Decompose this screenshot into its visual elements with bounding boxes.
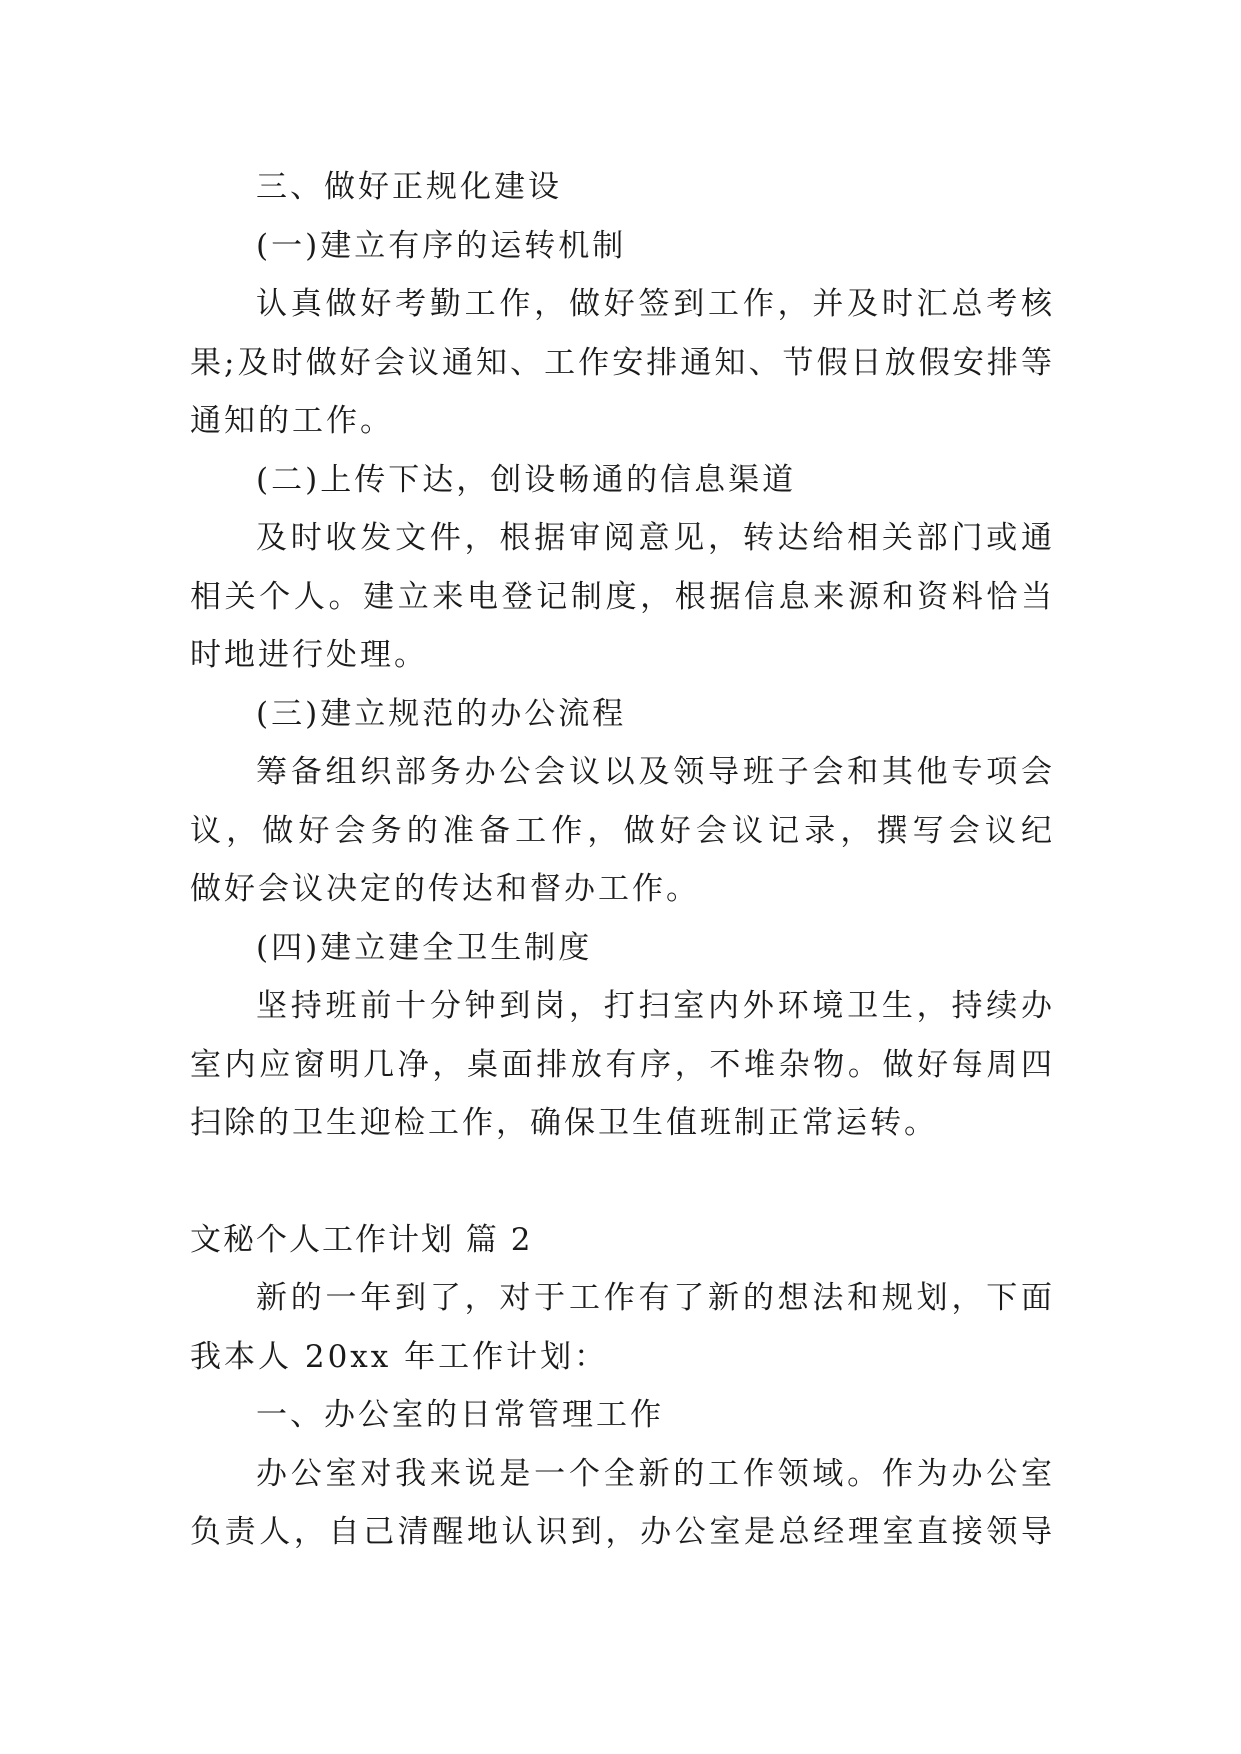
subsection-heading: (二)上传下达，创设畅通的信息渠道 bbox=[256, 461, 797, 498]
paragraph-line: 室内应窗明几净，桌面排放有序，不堆杂物。做好每周四 bbox=[190, 1046, 1055, 1083]
paragraph-line: 议，做好会务的准备工作，做好会议记录，撰写会议纪 bbox=[190, 812, 1055, 849]
paragraph-line: 相关个人。建立来电登记制度，根据信息来源和资料恰当 bbox=[190, 578, 1055, 615]
paragraph-line: 认真做好考勤工作，做好签到工作，并及时汇总考核 bbox=[256, 286, 1055, 322]
paragraph-line: 新的一年到了，对于工作有了新的想法和规划，下面 bbox=[256, 1280, 1055, 1316]
section-heading: 一、办公室的日常管理工作 bbox=[256, 1397, 664, 1433]
section-spacer bbox=[190, 1153, 1055, 1211]
document-body bbox=[190, 158, 1055, 1562]
subsection-heading: (三)建立规范的办公流程 bbox=[256, 695, 627, 732]
paragraph-line: 筹备组织部务办公会议以及领导班子会和其他专项会 bbox=[256, 754, 1055, 790]
paragraph-line: 及时收发文件，根据审阅意见，转达给相关部门或通 bbox=[256, 520, 1055, 556]
paragraph-line: 扫除的卫生迎检工作，确保卫生值班制正常运转。 bbox=[190, 1105, 938, 1141]
paragraph-line: 我本人 20xx 年工作计划： bbox=[190, 1338, 609, 1375]
paragraph-line: 做好会议决定的传达和督办工作。 bbox=[190, 871, 700, 907]
paragraph-line: 负责人，自己清醒地认识到，办公室是总经理室直接领导 bbox=[190, 1514, 1055, 1550]
subsection-heading: (四)建立建全卫生制度 bbox=[256, 929, 593, 966]
paragraph-line: 时地进行处理。 bbox=[190, 637, 428, 673]
paragraph-line: 办公室对我来说是一个全新的工作领域。作为办公室 bbox=[256, 1455, 1055, 1492]
paragraph-line: 通知的工作。 bbox=[190, 403, 394, 439]
paragraph-line: 坚持班前十分钟到岗，打扫室内外环境卫生，持续办 bbox=[256, 988, 1055, 1024]
article-title: 文秘个人工作计划 篇 2 bbox=[190, 1221, 533, 1258]
section-heading: 三、做好正规化建设 bbox=[256, 169, 562, 205]
subsection-heading: (一)建立有序的运转机制 bbox=[256, 227, 627, 264]
paragraph-line: 果;及时做好会议通知、工作安排通知、节假日放假安排等 bbox=[190, 344, 1055, 381]
